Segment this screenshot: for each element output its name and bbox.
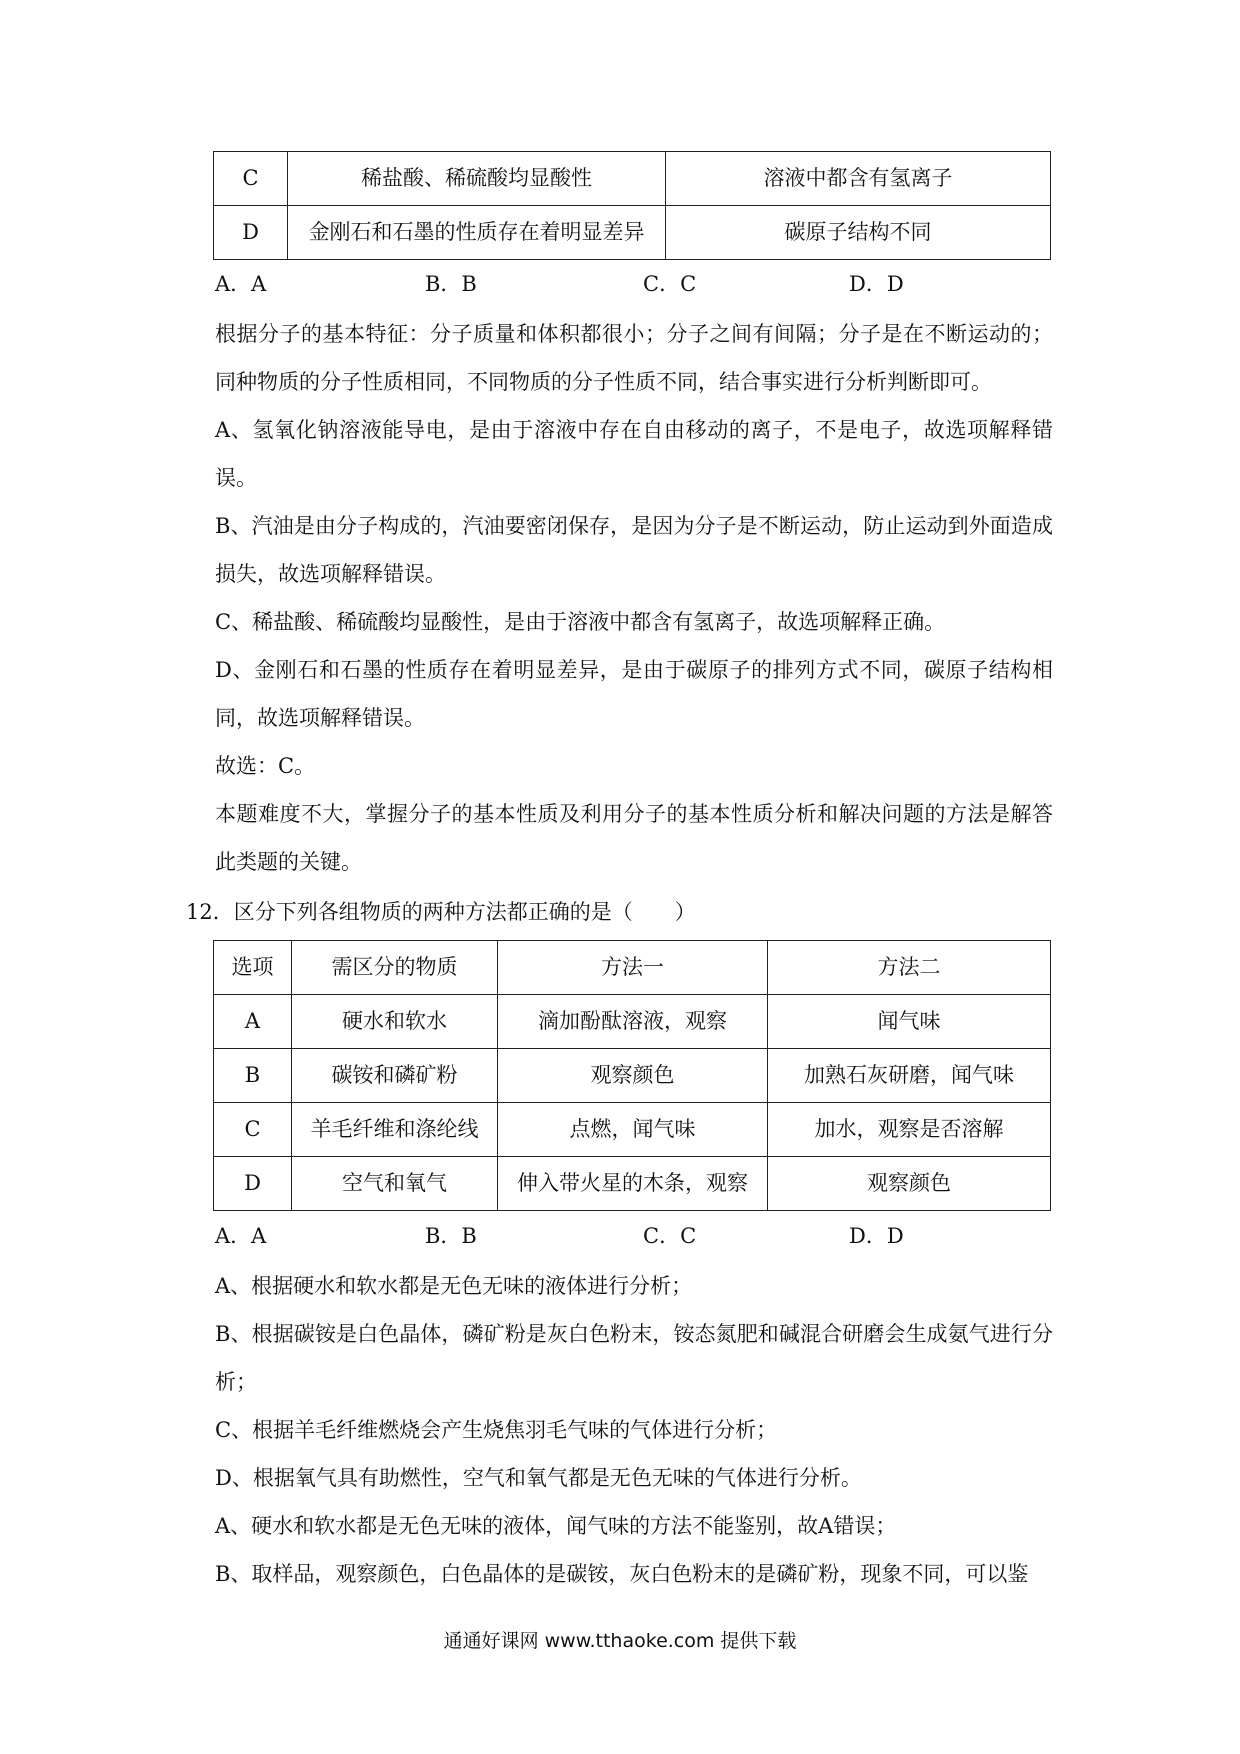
- table-row: [214, 152, 1051, 206]
- table-header-row: [214, 941, 1051, 995]
- table-cell: 伸入带火星的木条，观察: [498, 1157, 768, 1211]
- choice-d: D．D: [849, 1224, 904, 1248]
- analysis-option-d: D、根据氧气具有助燃性，空气和氧气都是无色无味的气体进行分析。: [215, 1466, 862, 1490]
- table-cell: D: [214, 206, 288, 260]
- column-header: 选项: [214, 941, 292, 995]
- table-cell: A: [214, 995, 292, 1049]
- analysis-option-c: C、根据羊毛纤维燃烧会产生烧焦羽毛气味的气体进行分析；: [215, 1418, 778, 1442]
- table-cell: 碳铵和磷矿粉: [292, 1049, 498, 1103]
- table-cell: C: [214, 152, 288, 206]
- question-title: 12．区分下列各组物质的两种方法都正确的是（ ）: [186, 900, 696, 924]
- options-table-q12: [213, 940, 1051, 1211]
- analysis-option-b: B、根据碳铵是白色晶体，磷矿粉是灰白色粉末，铵态氮肥和碱混合研磨会生成氨气进行分析；: [215, 1322, 1053, 1394]
- table-cell: D: [214, 1157, 292, 1211]
- column-header: 方法一: [498, 941, 768, 995]
- choice-d: D．D: [849, 272, 904, 296]
- column-header: 方法二: [768, 941, 1051, 995]
- choice-c: C．C: [643, 1224, 697, 1248]
- table-cell: 加水，观察是否溶解: [768, 1103, 1051, 1157]
- table-cell: 金刚石和石墨的性质存在着明显差异: [288, 206, 666, 260]
- table-row: [214, 1049, 1051, 1103]
- answer-line: 故选：C。: [215, 754, 316, 778]
- table-cell: B: [214, 1049, 292, 1103]
- comment-paragraph: 本题难度不大，掌握分子的基本性质及利用分子的基本性质分析和解决问题的方法是解答此类题的关键。: [215, 802, 1053, 874]
- table-cell: 稀盐酸、稀硫酸均显酸性: [288, 152, 666, 206]
- column-header: 需区分的物质: [292, 941, 498, 995]
- table-row: [214, 206, 1051, 260]
- table-cell: 观察颜色: [768, 1157, 1051, 1211]
- table-row: [214, 995, 1051, 1049]
- answer-choices-q11: [215, 268, 975, 300]
- analysis-option-a: A、氢氧化钠溶液能导电，是由于溶液中存在自由移动的离子，不是电子，故选项解释错误。: [215, 418, 1053, 490]
- analysis-option-b: B、汽油是由分子构成的，汽油要密闭保存，是因为分子是不断运动，防止运动到外面造成损失，故选项解释错误。: [215, 514, 1053, 586]
- table-cell: C: [214, 1103, 292, 1157]
- page-footer: 通通好课网 www.tthaoke.com 提供下载: [443, 1630, 797, 1652]
- table-cell: 羊毛纤维和涤纶线: [292, 1103, 498, 1157]
- choice-a: A．A: [215, 272, 267, 296]
- table-row: [214, 1157, 1051, 1211]
- table-cell: 滴加酚酞溶液，观察: [498, 995, 768, 1049]
- answer-choices-q12: [215, 1220, 975, 1252]
- table-cell: 点燃，闻气味: [498, 1103, 768, 1157]
- table-cell: 加熟石灰研磨，闻气味: [768, 1049, 1051, 1103]
- choice-b: B．B: [425, 1224, 477, 1248]
- solution-option-a: A、硬水和软水都是无色无味的液体，闻气味的方法不能鉴别，故A错误；: [215, 1514, 897, 1538]
- solution-option-b: B、取样品，观察颜色，白色晶体的是碳铵，灰白色粉末的是磷矿粉，现象不同，可以鉴: [215, 1562, 1029, 1586]
- choice-c: C．C: [643, 272, 697, 296]
- options-table-q11: [213, 151, 1051, 260]
- table-cell: 空气和氧气: [292, 1157, 498, 1211]
- analysis-option-d: D、金刚石和石墨的性质存在着明显差异，是由于碳原子的排列方式不同，碳原子结构相同，故选项解释错误。: [215, 658, 1053, 730]
- table-cell: 碳原子结构不同: [666, 206, 1051, 260]
- choice-b: B．B: [425, 272, 477, 296]
- analysis-paragraph: 根据分子的基本特征：分子质量和体积都很小；分子之间有间隔；分子是在不断运动的；同种物质的分子性质相同，不同物质的分子性质不同，结合事实进行分析判断即可。: [215, 322, 1053, 394]
- table-cell: 硬水和软水: [292, 995, 498, 1049]
- analysis-option-a: A、根据硬水和软水都是无色无味的液体进行分析；: [215, 1274, 693, 1298]
- analysis-option-c: C、稀盐酸、稀硫酸均显酸性，是由于溶液中都含有氢离子，故选项解释正确。: [215, 610, 946, 634]
- table-cell: 观察颜色: [498, 1049, 768, 1103]
- table-cell: 闻气味: [768, 995, 1051, 1049]
- choice-a: A．A: [215, 1224, 267, 1248]
- table-row: [214, 1103, 1051, 1157]
- table-cell: 溶液中都含有氢离子: [666, 152, 1051, 206]
